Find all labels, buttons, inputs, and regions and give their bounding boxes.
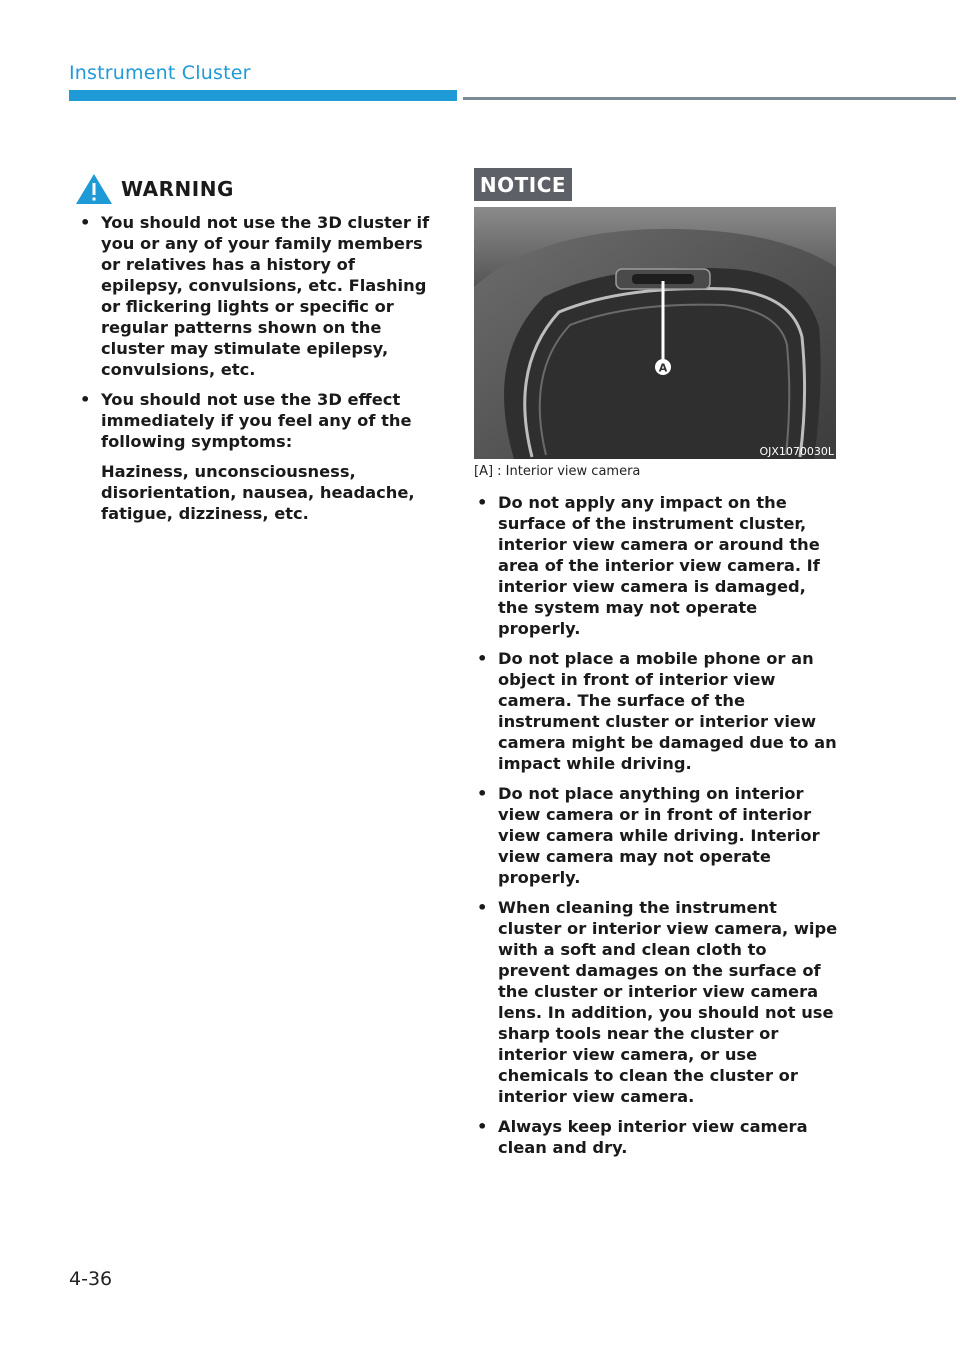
interior-camera-figure	[474, 207, 836, 459]
header-rule-gray	[463, 97, 956, 100]
section-title: Instrument Cluster	[69, 62, 251, 84]
warning-item: • You should not use the 3D effect immediately if you feel any of the following symptoms: Haziness, unconsciousness, disorientation, nausea, headache, fatigue, dizziness, etc.	[77, 389, 437, 524]
notice-badge: NOTICE	[474, 168, 572, 201]
cluster-illustration	[474, 207, 836, 459]
notice-item: • When cleaning the instrument cluster or interior view camera, wipe with a soft and clean cloth to prevent damages on the surface of the cluster or interior view camera lens. In addition, you should not use sharp tools near the cluster or interior view camera, or use chemicals to clean the cluster or interior view camera.	[474, 897, 840, 1107]
notice-list	[474, 492, 840, 1167]
warning-item: • You should not use the 3D cluster if you or any of your family members or relatives has a history of epilepsy, convulsions, etc. Flashing or flickering lights or specific or regular patterns shown on the cluster may stimulate epilepsy, convulsions, etc.	[77, 212, 437, 380]
notice-item: • Always keep interior view camera clean and dry.	[474, 1116, 840, 1158]
notice-item: • Do not apply any impact on the surface of the instrument cluster, interior view camera or around the area of the interior view camera. If interior view camera is damaged, the system may not operate properly.	[474, 492, 840, 639]
figure-code: OJX1070030L	[759, 445, 834, 458]
warning-symptoms: Haziness, unconsciousness, disorientation, nausea, headache, fatigue, dizziness, etc.	[101, 462, 415, 523]
page-number: 4-36	[69, 1268, 113, 1290]
figure-caption: [A] : Interior view camera	[474, 464, 641, 479]
callout-marker: A	[658, 361, 668, 375]
warning-title: WARNING	[121, 177, 234, 201]
header-rule-accent	[69, 90, 457, 101]
notice-item: • Do not place anything on interior view camera or in front of interior view camera while driving. Interior view camera may not operate properly.	[474, 783, 840, 888]
warning-icon	[75, 172, 113, 206]
warning-heading	[75, 172, 234, 206]
warning-list	[77, 212, 437, 533]
notice-item: • Do not place a mobile phone or an object in front of interior view camera. The surface of the instrument cluster or interior view camera might be damaged due to an impact while driving.	[474, 648, 840, 774]
